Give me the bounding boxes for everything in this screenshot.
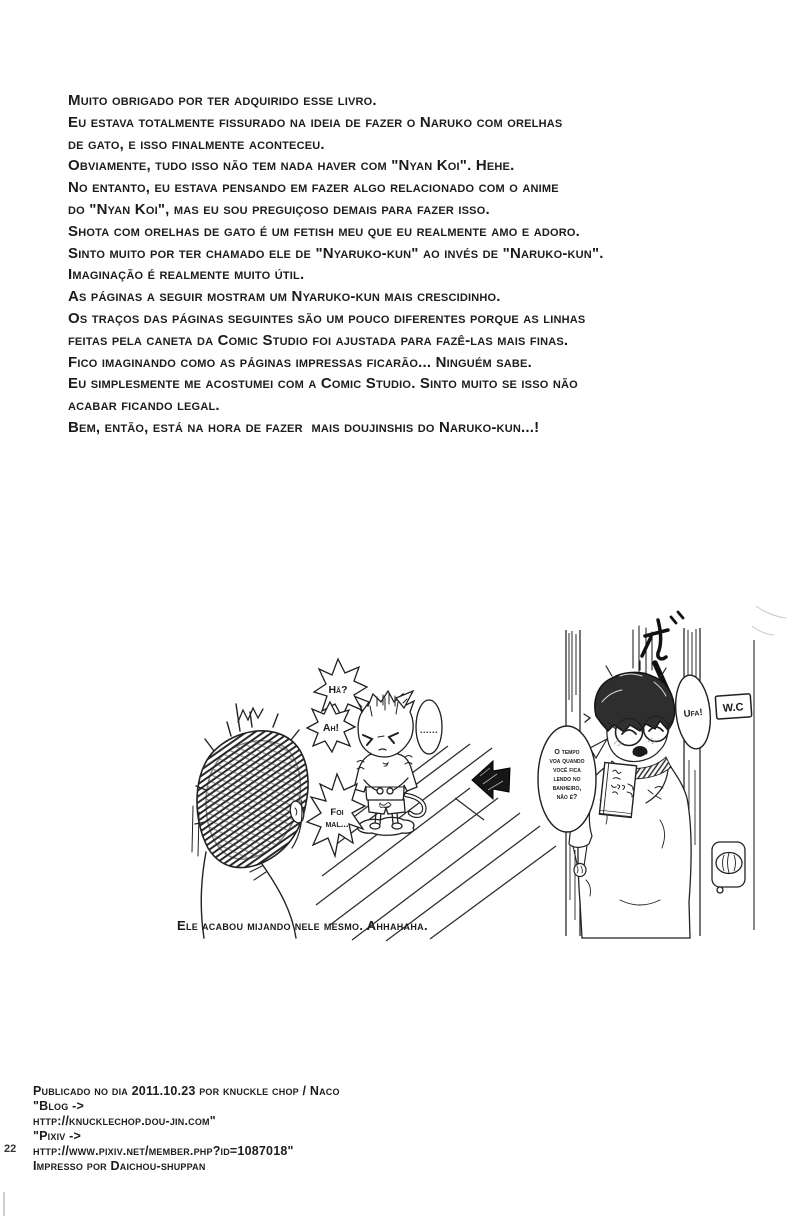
credits-line-pixiv: "Pixiv ->: [33, 1129, 82, 1143]
afterword-line: do "Nyan Koi", mas eu sou preguiçoso demais para fazer isso.: [68, 200, 490, 218]
cat-boy-character: [351, 691, 424, 835]
bubble-text-ufa: Ufa!: [683, 707, 704, 720]
speech-bubble-ah: [307, 702, 355, 752]
bubble-text-tempo-4: lendo no: [553, 776, 581, 783]
bubble-text-mal: mal...: [325, 819, 349, 830]
bubble-text-tempo-3: você fica: [553, 767, 581, 774]
scan-edge-artifact: [3, 1192, 5, 1216]
wc-sign-text: W.C: [722, 701, 744, 715]
afterword-line: acabar ficando legal.: [68, 397, 220, 415]
speech-bubble-dots: [416, 700, 442, 754]
bubble-text-dots: ......: [419, 725, 439, 735]
puddle: [358, 817, 414, 835]
book: [599, 762, 636, 817]
page-number: 22: [4, 1143, 17, 1155]
afterword-line: Eu simplesmente me acostumei com a Comic Studio. Sinto muito se isso não: [68, 375, 578, 393]
afterword-line: Sinto muito por ter chamado ele de "Nyaruko-kun" ao invés de "Naruko-kun".: [68, 244, 604, 262]
credits-line-pixiv-url: http://www.pixiv.net/member.php?id=1087018": [33, 1144, 294, 1158]
afterword-line: de gato, e isso finalmente aconteceu.: [68, 135, 325, 153]
left-arrow-icon: [472, 761, 510, 799]
doorknob: [712, 842, 745, 893]
speech-bubble-ha: [314, 659, 367, 717]
afterword-line: Imaginação é realmente muito útil.: [68, 266, 305, 284]
afterword-line: Os traços das páginas seguintes são um pouco diferentes porque as linhas: [68, 309, 586, 327]
speech-bubble-ufa: [672, 673, 714, 750]
afterword-line: Shota com orelhas de gato é um fetish meu que eu realmente amo e adoro.: [68, 222, 581, 240]
bubble-text-tempo-6: não é?: [556, 794, 578, 801]
credits-line-blog: "Blog ->: [33, 1099, 84, 1113]
credits-line-blog-url: http://knucklechop.dou-jin.com": [33, 1114, 216, 1128]
bubble-text-tempo-2: voa quando: [549, 758, 585, 765]
bubble-text-foi: Foi: [330, 807, 344, 818]
bubble-text-ha: Hã?: [328, 684, 348, 696]
credits-line-published: Publicado no dia 2011.10.23 por knuckle chop / Naco: [33, 1084, 340, 1098]
author-back-view: [192, 704, 308, 938]
bubble-text-ah: Ah!: [322, 722, 340, 734]
afterword-text-block: [68, 90, 768, 439]
afterword-line: As páginas a seguir mostram um Nyaruko-kun mais crescidinho.: [68, 288, 501, 306]
wc-sign: [715, 694, 752, 719]
afterword-line: Fico imaginando como as páginas impressas ficarão... Ninguém sabe.: [68, 353, 532, 371]
credits-block: [33, 1084, 453, 1174]
afterword-line: Eu estava totalmente fissurado na ideia de fazer o Naruko com orelhas: [68, 113, 563, 131]
afterword-line: Muito obrigado por ter adquirido esse livro.: [68, 92, 377, 109]
afterword-illustration: [0, 590, 809, 950]
afterword-line: Obviamente, tudo isso não tem nada haver com "Nyan Koi". Hehe.: [68, 157, 515, 175]
afterword-line: No entanto, eu estava pensando em fazer algo relacionado com o anime: [68, 179, 559, 197]
credits-line-printer: Impresso por Daichou-shuppan: [33, 1159, 206, 1173]
afterword-line: feitas pela caneta da Comic Studio foi ajustada para fazê-las mais finas.: [68, 331, 569, 349]
afterword-line: Bem, então, está na hora de fazer mais doujinshis do Naruko-kun...!: [68, 418, 540, 436]
bubble-text-tempo-1: O tempo: [554, 749, 580, 756]
illustration-caption: Ele acabou mijando nele mesmo. Ahhahaha.: [177, 918, 428, 933]
bubble-text-tempo-5: banheiro,: [552, 785, 582, 792]
